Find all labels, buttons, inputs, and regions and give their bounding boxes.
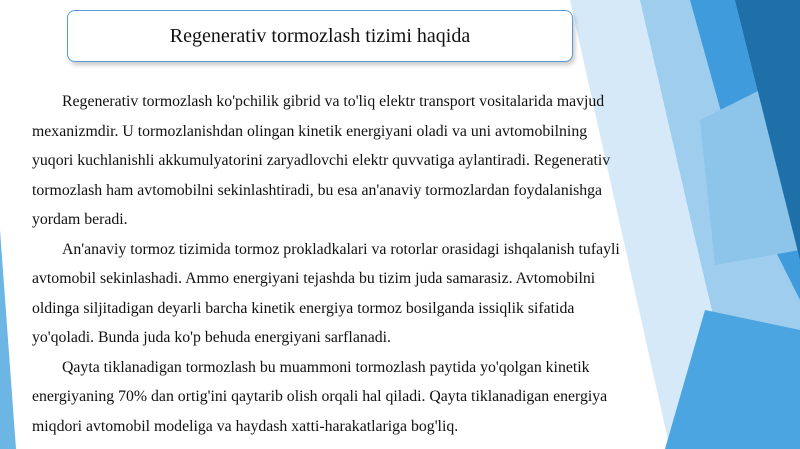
title-box bbox=[67, 10, 573, 62]
slide-title: Regenerativ tormozlash tizimi haqida bbox=[169, 24, 471, 47]
paragraph-3: Qayta tiklanadigan tormozlash bu muammoni tormozlash paytida yo'qolgan kinetik energiyaning 70% dan ortig'ini qaytarib olish orqali hal qiladi. Qayta tiklanadigan energiya miqdori avtomobil modeliga va haydash xatti-harakatlariga bog'liq. bbox=[32, 358, 608, 435]
paragraph-1: Regenerativ tormozlash ko'pchilik gibrid va to'liq elektr transport vositalarida mavjud mexanizmdir. U tormozlanishdan olingan kinetik energiyani oladi va uni avtomobilning yuqori kuchlanishli akkumulyatorini zaryadlovchi elektr quvvatiga aylantiradi. Regenerativ tormozlash ham avtomobilni sekinlashtiradi, bu esa an'anaviy tormozlardan foydalanishga yordam beradi. bbox=[32, 93, 611, 228]
bg-shape-left bbox=[0, 230, 16, 449]
body-text bbox=[32, 87, 627, 441]
paragraph-2: An'anaviy tormoz tizimida tormoz prokladkalari va rotorlar orasidagi ishqalanish tufayli avtomobil sekinlashadi. Ammo energiyani tejashda bu tizim juda samarasiz. Avtomobilni oldinga siljitadigan deyarli barcha kinetik energiya tormoz bosilganda issiqlik sifatida yo'qoladi. Bunda juda ko'p behuda energiyani sarflanadi. bbox=[32, 240, 620, 346]
